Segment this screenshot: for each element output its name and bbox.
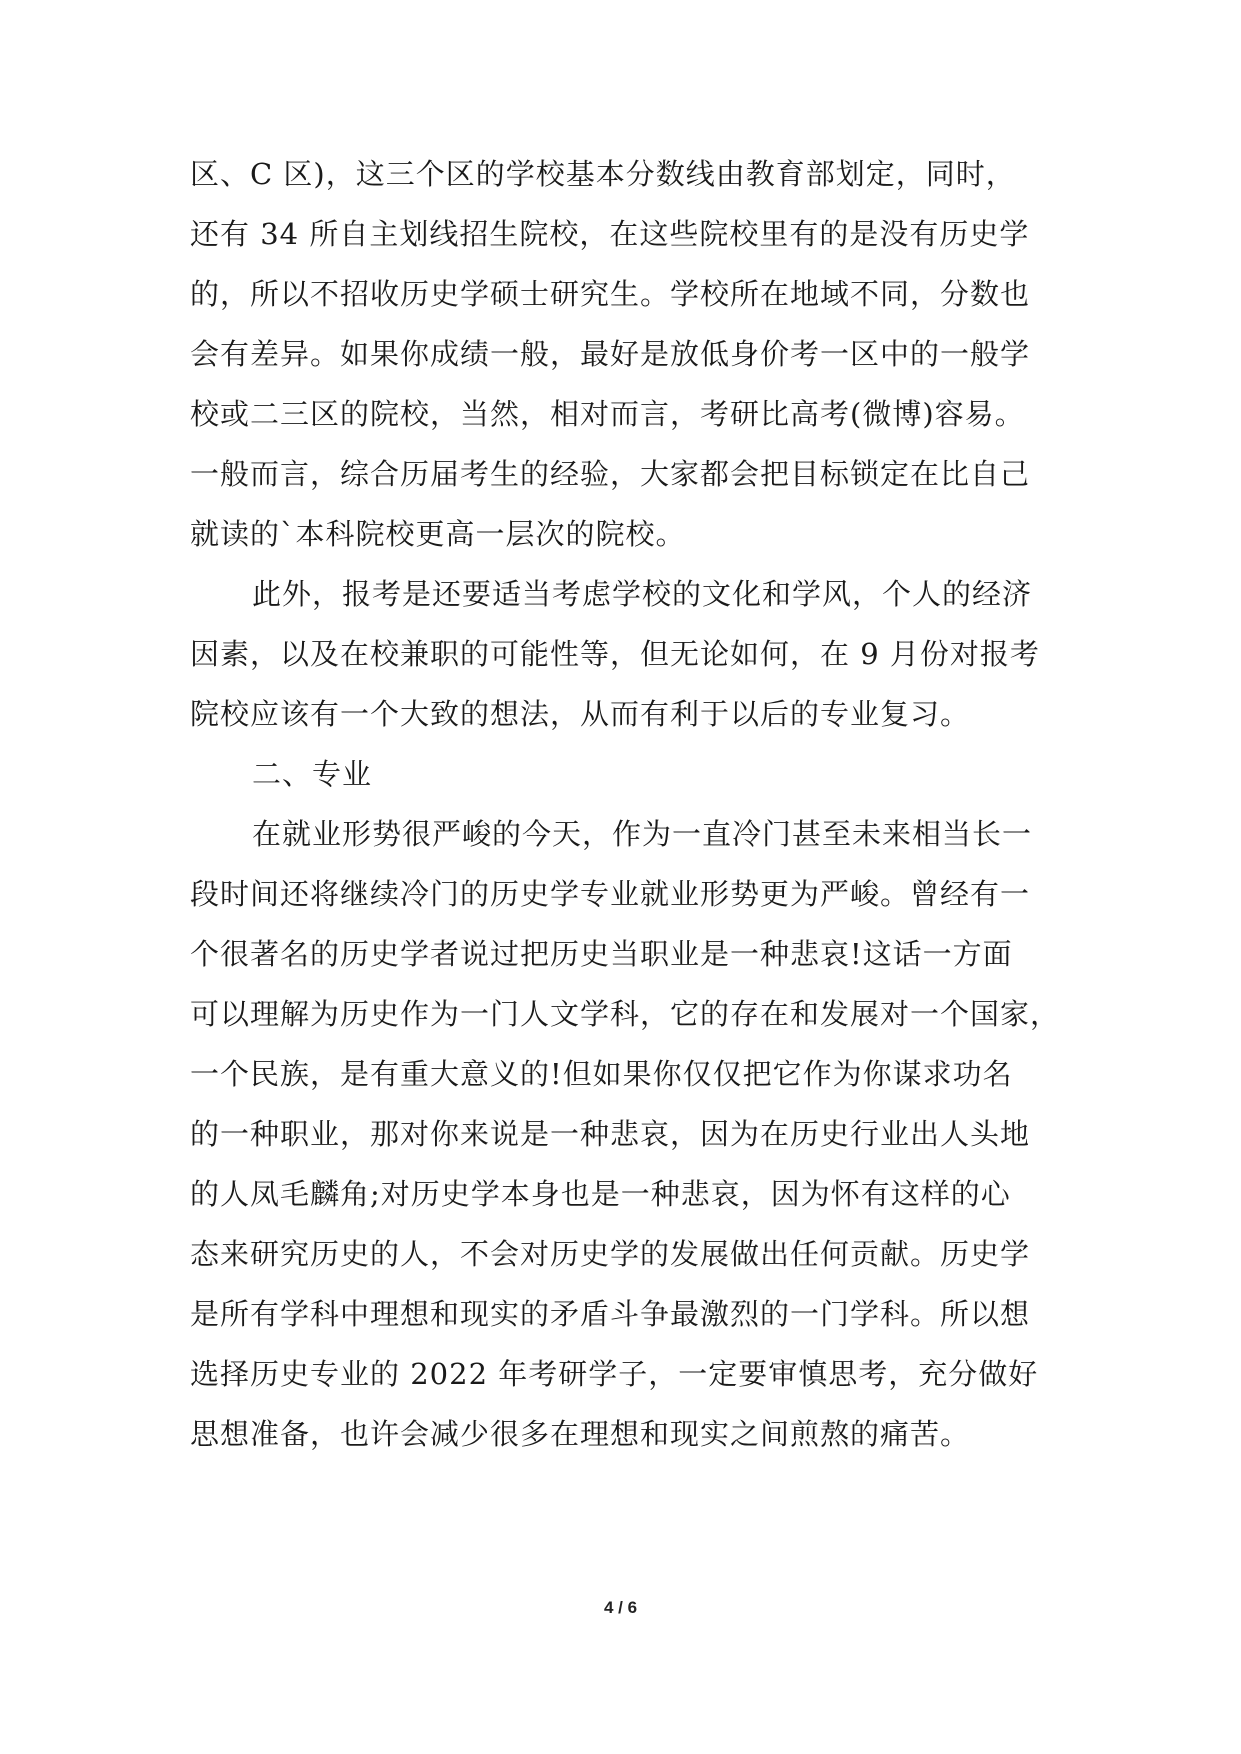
paragraph-line: 是所有学科中理想和现实的矛盾斗争最激烈的一门学科。所以想: [190, 1297, 1031, 1331]
paragraph-line: 的人凤毛麟角;对历史学本身也是一种悲哀，因为怀有这样的心: [190, 1177, 1011, 1211]
paragraph-line: 因素，以及在校兼职的可能性等，但无论如何，在 9 月份对报考: [190, 637, 1040, 671]
paragraph-line: 态来研究历史的人，不会对历史学的发展做出任何贡献。历史学: [190, 1237, 1031, 1271]
paragraph-line: 院校应该有一个大致的想法，从而有利于以后的专业复习。: [190, 697, 971, 731]
paragraph-line: 可以理解为历史作为一门人文学科，它的存在和发展对一个国家，: [190, 997, 1061, 1031]
paragraph-line: 此外，报考是还要适当考虑学校的文化和学风，个人的经济: [252, 577, 1033, 611]
paragraph-line: 一般而言，综合历届考生的经验，大家都会把目标锁定在比自己: [190, 457, 1031, 491]
paragraph-line: 段时间还将继续冷门的历史学专业就业形势更为严峻。曾经有一: [190, 877, 1031, 911]
section-heading: 二、专业: [252, 757, 373, 791]
paragraph-line: 的一种职业，那对你来说是一种悲哀，因为在历史行业出人头地: [190, 1117, 1031, 1151]
paragraph-line: 的，所以不招收历史学硕士研究生。学校所在地域不同，分数也: [190, 277, 1031, 311]
paragraph-line: 区、C 区)，这三个区的学校基本分数线由教育部划定，同时，: [190, 157, 1016, 191]
paragraph-line: 在就业形势很严峻的今天，作为一直冷门甚至未来相当长一: [252, 817, 1033, 851]
paragraph-line: 校或二三区的院校，当然，相对而言，考研比高考(微博)容易。: [190, 397, 1025, 431]
paragraph-line: 个很著名的历史学者说过把历史当职业是一种悲哀!这话一方面: [190, 937, 1013, 971]
paragraph-line: 就读的`本科院校更高一层次的院校。: [190, 517, 686, 551]
page-number: 4 / 6: [603, 1598, 638, 1617]
paragraph-line: 还有 34 所自主划线招生院校，在这些院校里有的是没有历史学: [190, 217, 1030, 251]
paragraph-line: 选择历史专业的 2022 年考研学子，一定要审慎思考，充分做好: [190, 1357, 1039, 1391]
paragraph-line: 一个民族，是有重大意义的!但如果你仅仅把它作为你谋求功名: [190, 1057, 1013, 1091]
paragraph-line: 会有差异。如果你成绩一般，最好是放低身价考一区中的一般学: [190, 337, 1031, 371]
paragraph-line: 思想准备，也许会减少很多在理想和现实之间煎熬的痛苦。: [190, 1417, 971, 1451]
